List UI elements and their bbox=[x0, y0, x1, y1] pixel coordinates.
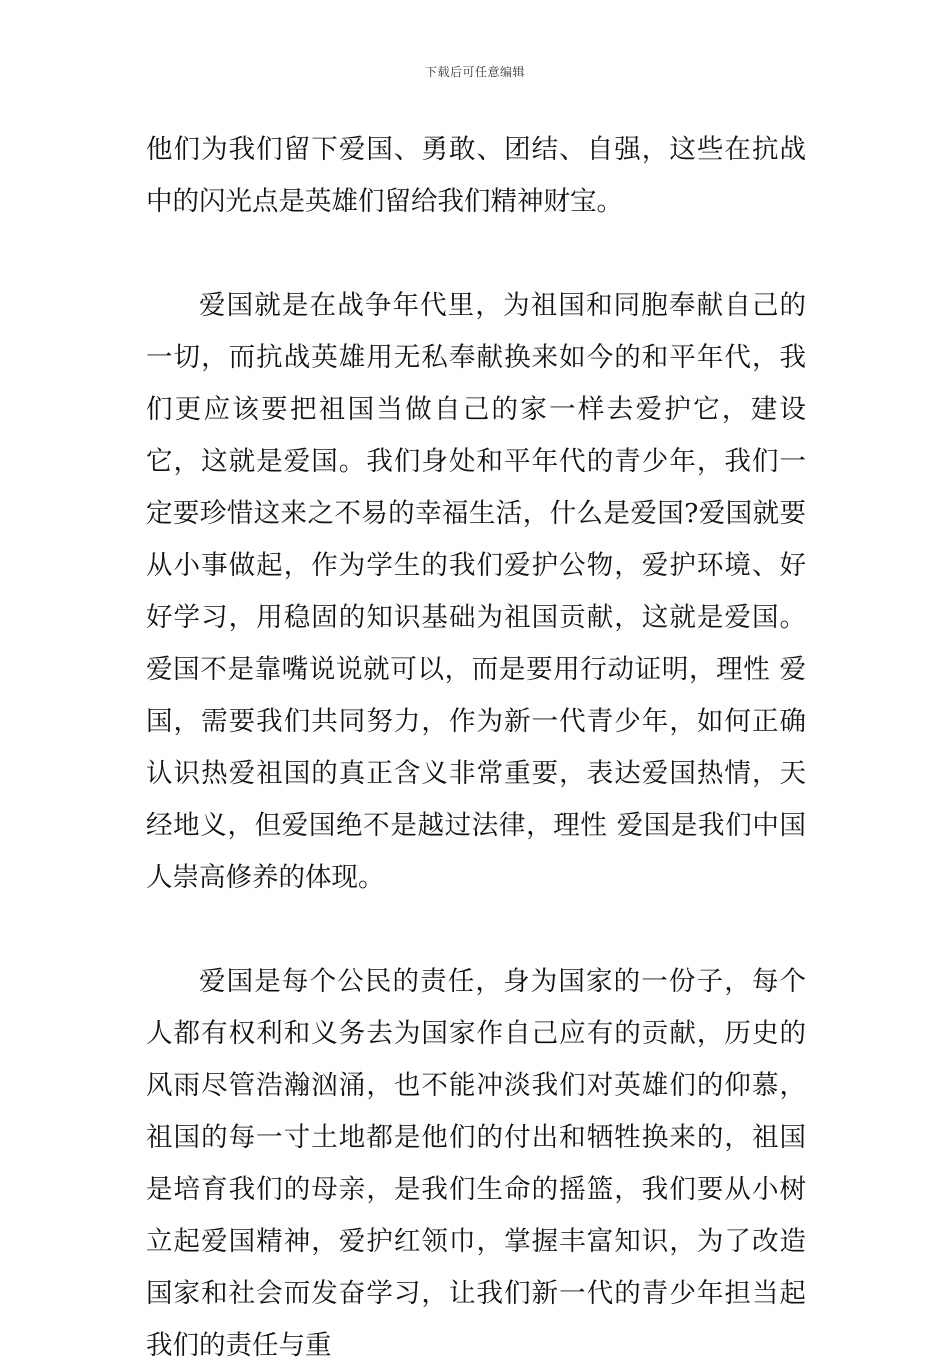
paragraph-3: 爱国是每个公民的责任，身为国家的一份子，每个人都有权利和义务去为国家作自己应有的贡献，历史的风雨尽管浩瀚汹涌，也不能冲淡我们对英雄们的仰慕，祖国的每一寸土地都是他们的付出和牺牲换来的，祖国是培育我们的母亲，是我们生命的摇篮，我们要从小树立起爱国精神，爱护红领巾，掌握丰富知识，为了改造国家和社会而发奋学习，让我们新一代的青少年担当起我们的责任与重 bbox=[146, 966, 806, 1361]
paragraph-gap bbox=[146, 904, 806, 956]
paragraph-gap bbox=[146, 228, 806, 280]
paragraph-2: 爱国就是在战争年代里，为祖国和同胞奉献自己的一切，而抗战英雄用无私奉献换来如今的和平年代，我们更应该要把祖国当做自己的家一样去爱护它，建设它，这就是爱国。我们身处和平年代的青少年，我们一定要珍惜这来之不易的幸福生活，什么是爱国?爱国就要从小事做起，作为学生的我们爱护公物，爱护环境、好好学习，用稳固的知识基础为祖国贡献，这就是爱国。爱国不是靠嘴说说就可以，而是要用行动证明，理性 爱国，需要我们共同努力，作为新一代青少年，如何正确认识热爱祖国的真正含义非常重要，表达爱国热情，天经地义，但爱国绝不是越过法律，理性 爱国是我们中国人崇高修养的体现。 bbox=[146, 290, 806, 893]
document-body bbox=[146, 124, 806, 1372]
page-header: 下载后可任意编辑 bbox=[424, 65, 525, 79]
paragraph-1: 他们为我们留下爱国、勇敢、团结、自强，这些在抗战中的闪光点是英雄们留给我们精神财宝。 bbox=[146, 134, 806, 217]
